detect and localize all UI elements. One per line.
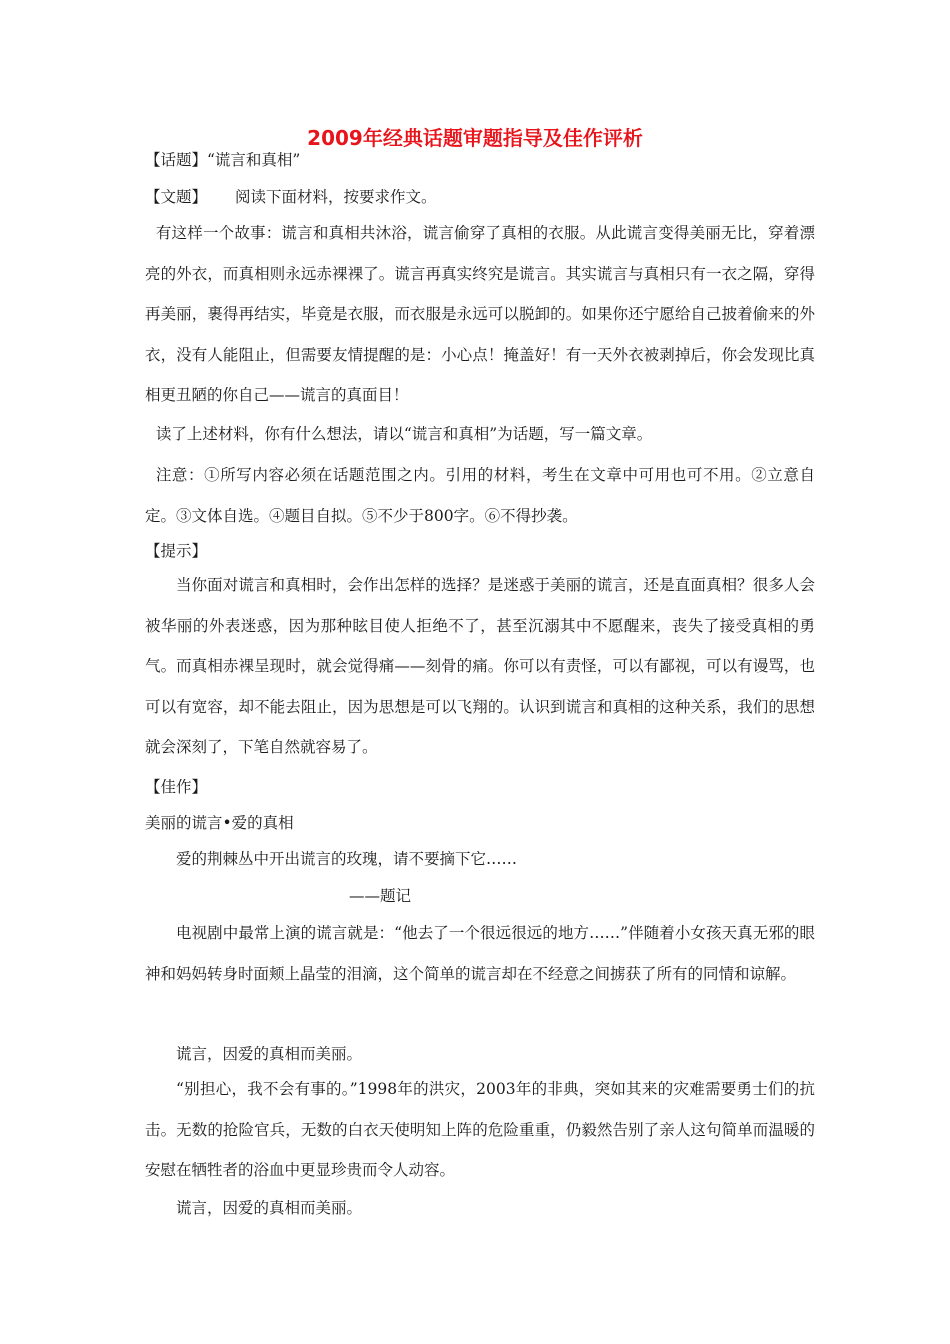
prompt-line (145, 187, 437, 207)
essay-paragraph-2: “别担心，我不会有事的。”1998年的洪灾，2003年的非典，突如其来的灾难需要勇士们的抗击。无数的抢险官兵，无数的白衣天使明知上阵的危险重重，仍毅然告别了亲人这句简单而温暖的安慰在牺牲者的浴血中更显珍贵而令人动容。 (145, 1080, 815, 1179)
page-title: 2009年经典话题审题指导及佳作评析 (307, 126, 643, 150)
hint-label: 【提示】 (145, 542, 208, 560)
material-paragraph: 有这样一个故事：谎言和真相共沐浴，谎言偷穿了真相的衣服。从此谎言变得美丽无比，穿着漂亮的外衣，而真相则永远赤裸裸了。谎言再真实终究是谎言。其实谎言与真相只有一衣之隔，穿得再美丽，裹得再结实，毕竟是衣服，而衣服是永远可以脱卸的。如果你还宁愿给自己披着偷来的外衣，没有人能阻止，但需要友情提醒的是：小心点！掩盖好！有一天外衣被剥掉后，你会发现比真相更丑陋的你自己——谎言的真面目！ (145, 224, 815, 404)
essay-epigraph: 爱的荆棘丛中开出谎言的玫瑰，请不要摘下它…… (176, 850, 518, 868)
task-paragraph: 读了上述材料，你有什么想法，请以“谎言和真相”为话题，写一篇文章。 (155, 425, 653, 443)
epigraph-source: ——题记 (349, 887, 412, 905)
notice-paragraph: 注意：①所写内容必须在话题范围之内。引用的材料，考生在文章中可用也可不用。②立意自定。③文体自选。④题目自拟。⑤不少于800字。⑥不得抄袭。 (145, 466, 815, 525)
essay-title: 美丽的谎言•爱的真相 (145, 814, 294, 832)
prompt-label: 【文题】 (145, 188, 208, 206)
topic-line: 【话题】“谎言和真相” (145, 151, 301, 169)
essay-refrain-2: 谎言，因爱的真相而美丽。 (176, 1199, 363, 1217)
hint-paragraph: 当你面对谎言和真相时，会作出怎样的选择？是迷惑于美丽的谎言，还是直面真相？很多人会被华丽的外表迷惑，因为那种眩目使人拒绝不了，甚至沉溺其中不愿醒来，丧失了接受真相的勇气。而真相赤裸呈现时，就会觉得痛——刻骨的痛。你可以有责怪，可以有鄙视，可以有谩骂，也可以有宽容，却不能去阻止，因为思想是可以飞翔的。认识到谎言和真相的这种关系，我们的思想就会深刻了，下笔自然就容易了。 (145, 576, 815, 756)
essay-label: 【佳作】 (145, 778, 208, 796)
essay-refrain-1: 谎言，因爱的真相而美丽。 (176, 1045, 363, 1063)
essay-paragraph-1: 电视剧中最常上演的谎言就是：“他去了一个很远很远的地方……”伴随着小女孩天真无邪的眼神和妈妈转身时面颊上晶莹的泪滴，这个简单的谎言却在不经意之间掳获了所有的同情和谅解。 (145, 924, 815, 983)
prompt-instruction: 阅读下面材料，按要求作文。 (235, 188, 437, 206)
